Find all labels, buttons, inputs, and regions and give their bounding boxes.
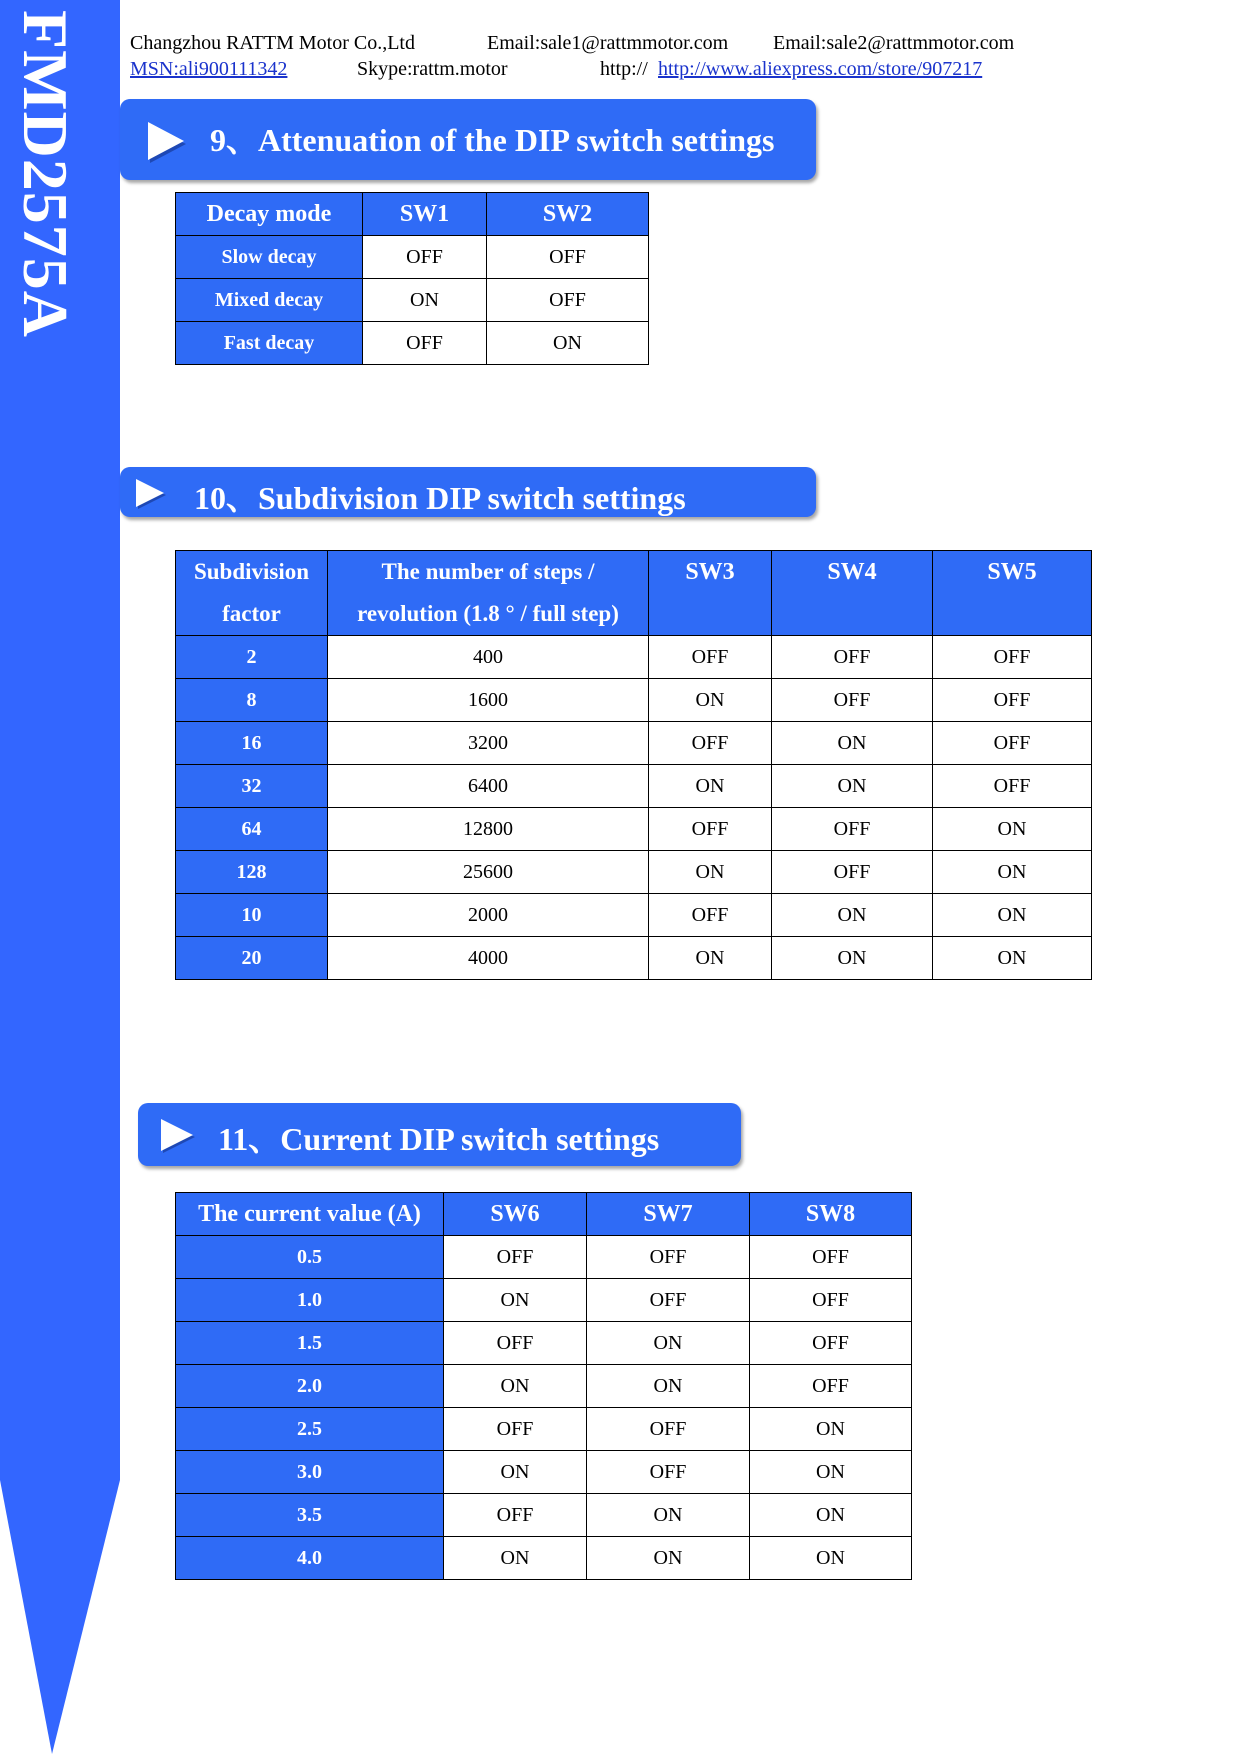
sw-value: ON — [587, 1365, 750, 1408]
sw-value: ON — [772, 894, 933, 937]
section-10-banner — [120, 467, 816, 517]
sw-value: OFF — [649, 894, 772, 937]
sw-value: ON — [587, 1537, 750, 1580]
row-label: 128 — [176, 851, 328, 894]
sw-value: OFF — [750, 1365, 912, 1408]
sw-value: ON — [750, 1408, 912, 1451]
steps-value: 400 — [328, 636, 649, 679]
section-11-title: 11、Current DIP switch settings — [218, 1121, 660, 1157]
sw-value: ON — [444, 1279, 587, 1322]
play-arrow-icon — [156, 1114, 198, 1156]
sw-value: OFF — [772, 808, 933, 851]
row-label: 2.0 — [176, 1365, 444, 1408]
sw-value: ON — [933, 894, 1092, 937]
sw-value: ON — [772, 765, 933, 808]
table-row — [176, 1365, 912, 1408]
header-sw3: SW3 — [649, 551, 772, 636]
header-sw4: SW4 — [772, 551, 933, 636]
sw-value: OFF — [487, 236, 649, 279]
row-label: 20 — [176, 937, 328, 980]
table-row — [176, 894, 1092, 937]
sw-value: ON — [487, 322, 649, 365]
sw-value: ON — [750, 1537, 912, 1580]
sw-value: OFF — [750, 1279, 912, 1322]
section-9-banner — [120, 99, 816, 180]
table-row — [176, 808, 1092, 851]
sw-value: ON — [933, 851, 1092, 894]
sw-value: OFF — [933, 636, 1092, 679]
header-sw6: SW6 — [444, 1193, 587, 1236]
steps-value: 12800 — [328, 808, 649, 851]
header-steps-per-revolution — [328, 551, 649, 636]
row-label: 1.5 — [176, 1322, 444, 1365]
table-row — [176, 1408, 912, 1451]
sw-value: ON — [649, 765, 772, 808]
sw-value: ON — [363, 279, 487, 322]
row-label: 1.0 — [176, 1279, 444, 1322]
section-9-title: 9、Attenuation of the DIP switch settings — [210, 122, 775, 158]
sw-value: ON — [444, 1365, 587, 1408]
table-row — [176, 279, 649, 322]
sw-value: ON — [750, 1451, 912, 1494]
sw-value: OFF — [649, 722, 772, 765]
sw-value: OFF — [363, 322, 487, 365]
header-subdivision-factor — [176, 551, 328, 636]
row-label: 2 — [176, 636, 328, 679]
sw-value: ON — [444, 1537, 587, 1580]
row-label: 3.0 — [176, 1451, 444, 1494]
play-arrow-icon — [142, 116, 190, 166]
play-arrow-icon — [132, 475, 168, 511]
row-label: Slow decay — [176, 236, 363, 279]
subdivision-table — [175, 550, 1092, 980]
store-link[interactable]: http://www.aliexpress.com/store/907217 — [658, 58, 983, 80]
sw-value: ON — [649, 679, 772, 722]
msn-link[interactable]: MSN:ali900111342 — [130, 58, 288, 80]
table-row — [176, 1451, 912, 1494]
header-line: factor — [222, 601, 281, 626]
steps-value: 3200 — [328, 722, 649, 765]
section-11-banner — [138, 1103, 741, 1166]
table-row — [176, 1322, 912, 1365]
email-1: Email:sale1@rattmmotor.com — [487, 32, 729, 54]
row-label: 16 — [176, 722, 328, 765]
row-label: 0.5 — [176, 1236, 444, 1279]
table-row — [176, 322, 649, 365]
table-row — [176, 1236, 912, 1279]
sw-value: OFF — [363, 236, 487, 279]
model-name: FMD2575A — [10, 10, 81, 338]
sw-value: OFF — [444, 1494, 587, 1537]
sw-value: OFF — [933, 679, 1092, 722]
table-row — [176, 722, 1092, 765]
sw-value: ON — [444, 1451, 587, 1494]
row-label: 2.5 — [176, 1408, 444, 1451]
email-2: Email:sale2@rattmmotor.com — [773, 32, 1015, 54]
table-row — [176, 679, 1092, 722]
sw-value: OFF — [933, 722, 1092, 765]
sw-value: OFF — [750, 1236, 912, 1279]
sw-value: OFF — [933, 765, 1092, 808]
row-label: 3.5 — [176, 1494, 444, 1537]
company-name: Changzhou RATTM Motor Co.,Ltd — [130, 32, 415, 54]
header-sw8: SW8 — [750, 1193, 912, 1236]
sw-value: ON — [933, 808, 1092, 851]
steps-value: 2000 — [328, 894, 649, 937]
header-line: The number of steps / — [381, 559, 595, 584]
row-label: 10 — [176, 894, 328, 937]
header-sw2: SW2 — [487, 193, 649, 236]
row-label: 64 — [176, 808, 328, 851]
sw-value: OFF — [444, 1408, 587, 1451]
sw-value: OFF — [587, 1279, 750, 1322]
row-label: Fast decay — [176, 322, 363, 365]
table-row — [176, 1537, 912, 1580]
skype-id: Skype:rattm.motor — [357, 58, 508, 80]
header-line: Subdivision — [193, 559, 310, 584]
header-sw7: SW7 — [587, 1193, 750, 1236]
sw-value: OFF — [487, 279, 649, 322]
steps-value: 6400 — [328, 765, 649, 808]
table-row — [176, 236, 649, 279]
row-label: 4.0 — [176, 1537, 444, 1580]
sw-value: OFF — [772, 636, 933, 679]
current-table — [175, 1192, 912, 1580]
row-label: Mixed decay — [176, 279, 363, 322]
steps-value: 1600 — [328, 679, 649, 722]
sw-value: ON — [587, 1494, 750, 1537]
header-sw1: SW1 — [363, 193, 487, 236]
sw-value: OFF — [750, 1322, 912, 1365]
sw-value: OFF — [649, 808, 772, 851]
table-row — [176, 851, 1092, 894]
sw-value: OFF — [587, 1408, 750, 1451]
http-prefix: http:// — [600, 58, 648, 80]
sw-value: OFF — [587, 1236, 750, 1279]
steps-value: 25600 — [328, 851, 649, 894]
sw-value: ON — [649, 937, 772, 980]
header-decay-mode: Decay mode — [176, 193, 363, 236]
header-current-value: The current value (A) — [176, 1193, 444, 1236]
row-label: 8 — [176, 679, 328, 722]
decay-mode-table — [175, 192, 649, 365]
table-row — [176, 765, 1092, 808]
table-row — [176, 1279, 912, 1322]
section-10-title: 10、Subdivision DIP switch settings — [194, 480, 686, 516]
sw-value: ON — [933, 937, 1092, 980]
sw-value: ON — [772, 937, 933, 980]
sw-value: OFF — [772, 851, 933, 894]
sw-value: OFF — [587, 1451, 750, 1494]
sw-value: ON — [772, 722, 933, 765]
steps-value: 4000 — [328, 937, 649, 980]
sw-value: OFF — [444, 1236, 587, 1279]
header-sw5: SW5 — [933, 551, 1092, 636]
table-row — [176, 636, 1092, 679]
row-label: 32 — [176, 765, 328, 808]
sw-value: ON — [649, 851, 772, 894]
table-row — [176, 1494, 912, 1537]
header-line: revolution (1.8 ° / full step) — [357, 601, 619, 626]
sw-value: ON — [750, 1494, 912, 1537]
sw-value: OFF — [772, 679, 933, 722]
sw-value: OFF — [444, 1322, 587, 1365]
sw-value: OFF — [649, 636, 772, 679]
table-row — [176, 937, 1092, 980]
sw-value: ON — [587, 1322, 750, 1365]
